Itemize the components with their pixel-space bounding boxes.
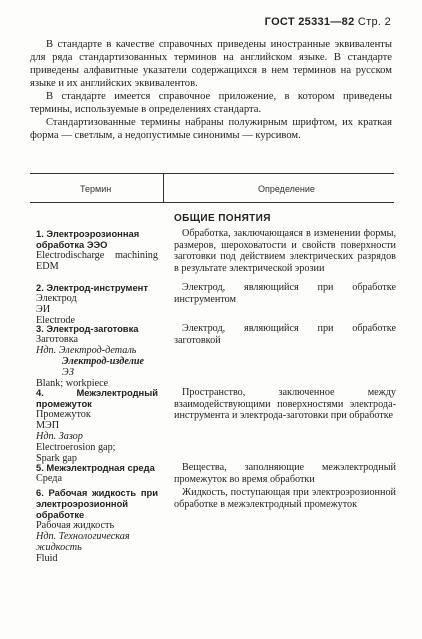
- term-synonym: EDM: [36, 261, 59, 272]
- term-synonym: Spark gap: [36, 453, 78, 464]
- term-title: 2. Электрод-инструмент: [36, 282, 148, 293]
- page-header: [265, 16, 391, 28]
- term-synonym: Заготовка: [36, 334, 79, 345]
- intro-paragraph: В стандарте имеется справочное приложение, в котором приведены термины, используемые в определениях стандарта.: [30, 91, 392, 115]
- term-rejected-synonym: ЭЗ: [62, 367, 74, 378]
- term-synonym: Промежуток: [36, 409, 91, 420]
- column-header-definition: Определение: [258, 184, 315, 194]
- term-rejected-synonym: Ндп. Электрод-деталь: [36, 345, 137, 356]
- term-entry-4: [36, 387, 158, 464]
- term-definition-4: Пространство, заключенное между взаимодействующими поверхностями электрода-инструмента и электрода-заготовки при обработке: [174, 387, 396, 421]
- term-entry-2: [36, 282, 158, 326]
- column-header-term: Термин: [80, 184, 112, 194]
- intro-paragraph: В стандарте в качестве справочных приведены иностранные эквиваленты для ряда стандартизованных терминов на английском языке. В стандарте приведены алфавитные указатели содержащихся в нем терминов на русском языке и их английских эквивалентов.: [30, 39, 392, 89]
- intro-paragraph: Стандартизованные термины набраны полужирным шрифтом, их краткая форма — светлым, а недопустимые синонимы — курсивом.: [30, 117, 392, 141]
- table-header-rule: [30, 202, 394, 203]
- term-synonym: МЭП: [36, 420, 60, 431]
- term-rejected-synonym: Ндп. Технологическая жидкость: [36, 531, 130, 553]
- term-synonym: Электрод: [36, 293, 77, 304]
- term-entry-1: [36, 228, 158, 272]
- term-synonym: Electrode: [36, 315, 76, 326]
- term-definition-1: Обработка, заключающаяся в изменении формы, размеров, шероховатости и свойств поверхности заготовки под действием электрических разрядов в результате электрической эрозии: [174, 228, 396, 274]
- intro-text: [30, 38, 392, 142]
- term-synonym: ЭИ: [36, 304, 51, 315]
- standard-number: ГОСТ 25331—82: [264, 16, 355, 28]
- term-rejected-synonym: Электрод-изделие: [62, 356, 145, 367]
- column-divider: [163, 173, 164, 202]
- term-entry-6: [36, 487, 158, 564]
- page-number: Стр. 2: [357, 16, 391, 28]
- term-definition-6: Жидкость, поступающая при электроэрозионной обработке в межэлектродный промежуток: [174, 487, 396, 510]
- section-title: ОБЩИЕ ПОНЯТИЯ: [174, 213, 271, 224]
- term-definition-2: Электрод, являющийся при обработке инструментом: [174, 282, 396, 305]
- term-title: 3. Электрод-заготовка: [36, 323, 139, 334]
- term-definition-3: Электрод, являющийся при обработке заготовкой: [174, 323, 396, 346]
- term-entry-5: [36, 462, 158, 484]
- table-top-rule: [30, 173, 394, 174]
- term-synonym: Среда: [36, 473, 62, 484]
- term-title: 4. Межэлектродный промежуток: [36, 387, 158, 409]
- term-synonym: Blank; workpiece: [36, 378, 109, 389]
- term-synonym: Electrodischarge machining: [36, 250, 158, 261]
- term-title: 1. Электроэрозионная обработка ЭЭО: [36, 228, 140, 250]
- term-entry-3: [36, 323, 158, 389]
- term-synonym: Fluid: [36, 553, 58, 564]
- term-definition-5: Вещества, заполняющие межэлектродный промежуток во время обработки: [174, 462, 396, 485]
- term-synonym: Рабочая жидкость: [36, 520, 115, 531]
- term-title: 6. Рабочая жидкость при электроэрозионной обработке: [36, 487, 158, 520]
- term-title: 5. Межэлектродная среда: [36, 462, 155, 473]
- term-rejected-synonym: Ндп. Зазор: [36, 431, 83, 442]
- term-synonym: Electroerosion gap;: [36, 442, 116, 453]
